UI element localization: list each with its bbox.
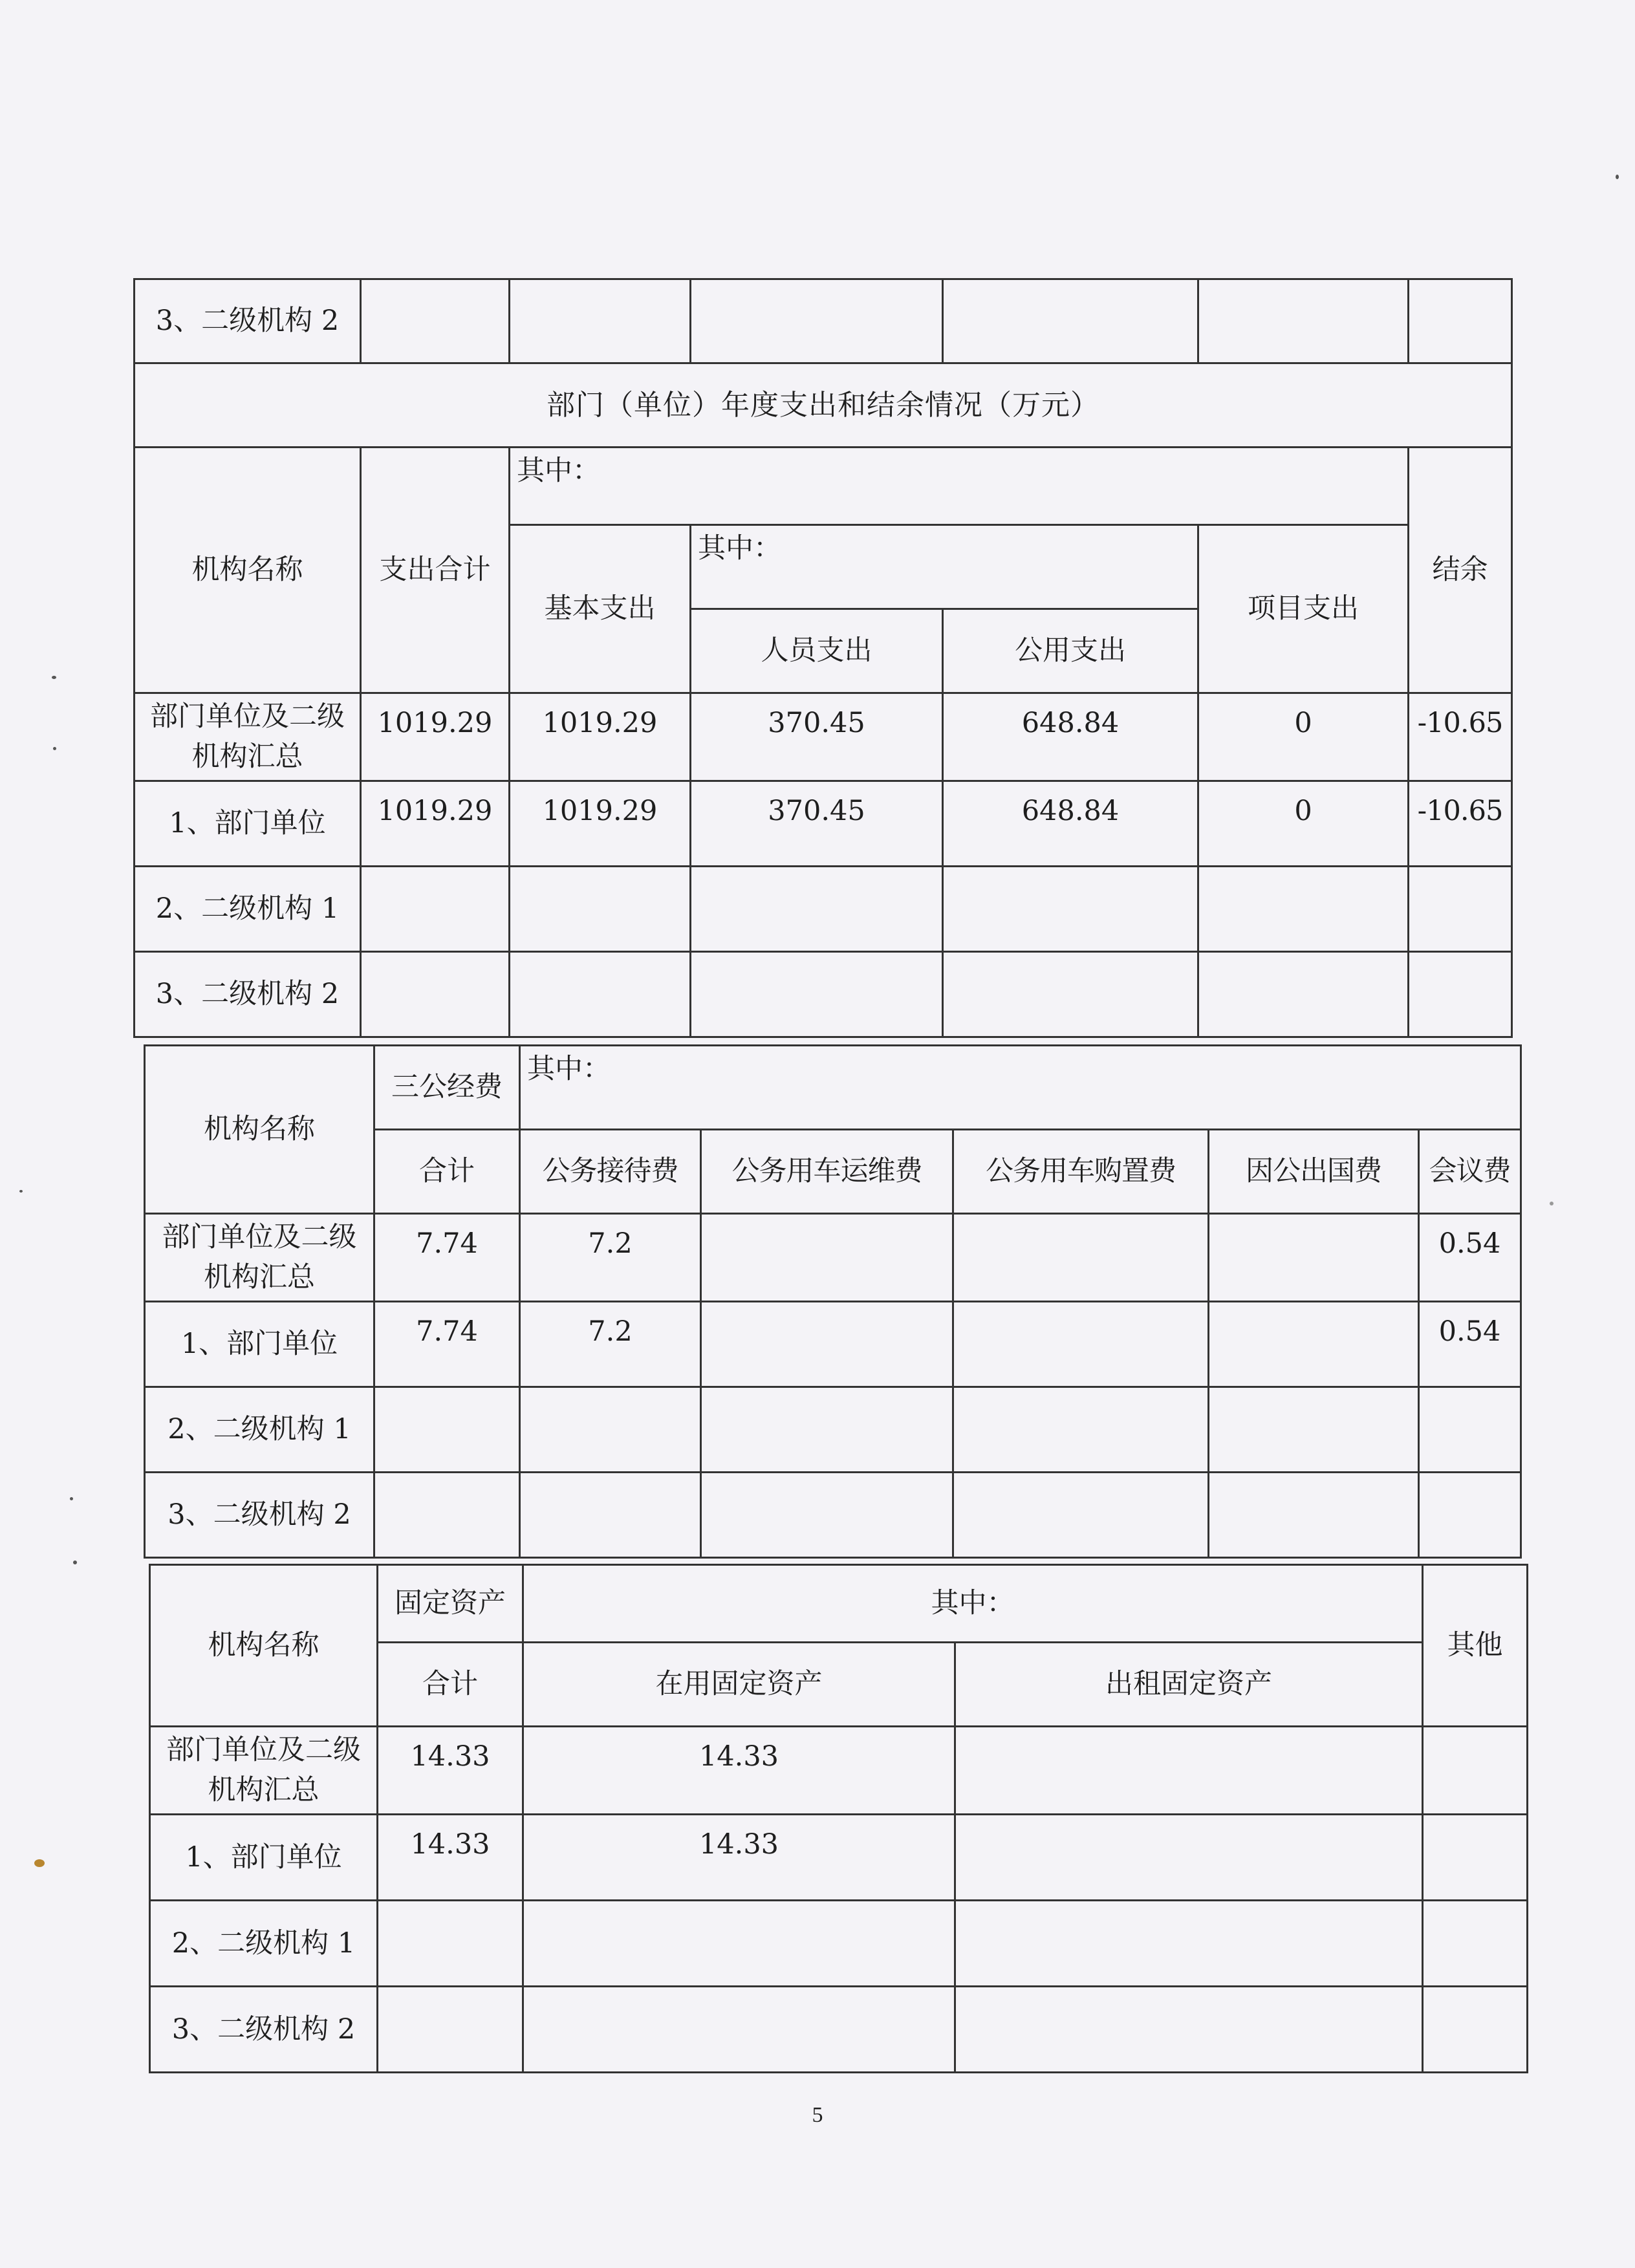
cell-project: 0 — [1198, 781, 1409, 866]
cell-project: 0 — [1198, 693, 1409, 781]
header-reception: 公务接待费 — [520, 1130, 701, 1214]
table-row — [135, 866, 1512, 951]
row-label: 1、部门单位 — [135, 781, 361, 866]
cell-total: 7.74 — [374, 1214, 520, 1302]
row-label: 1、部门单位 — [150, 1814, 378, 1900]
header-total: 支出合计 — [361, 448, 510, 693]
cell-basic: 1019.29 — [510, 781, 691, 866]
scan-speck — [70, 1497, 73, 1500]
row-label: 3、二级机构 2 — [135, 951, 361, 1037]
row-label: 部门单位及二级机构汇总 — [150, 1727, 378, 1815]
table-row — [150, 1814, 1528, 1900]
scan-speck — [73, 1561, 77, 1564]
table-row — [145, 1472, 1521, 1557]
table-row — [145, 1214, 1521, 1302]
row-label: 部门单位及二级机构汇总 — [145, 1214, 374, 1302]
table-row — [145, 1301, 1521, 1387]
table-row — [135, 279, 1512, 363]
header-in-use: 在用固定资产 — [523, 1643, 955, 1727]
header-abroad: 因公出国费 — [1209, 1130, 1419, 1214]
row-label: 3、二级机构 2 — [145, 1472, 374, 1557]
header-project: 项目支出 — [1198, 525, 1409, 693]
header-public: 公用支出 — [943, 609, 1198, 693]
cell-reception: 7.2 — [520, 1301, 701, 1387]
table-title: 部门（单位）年度支出和结余情况（万元） — [135, 363, 1512, 448]
table-title-row — [135, 363, 1512, 448]
header-balance: 结余 — [1409, 448, 1512, 693]
cell-total: 1019.29 — [361, 781, 510, 866]
cell-meeting: 0.54 — [1419, 1214, 1521, 1302]
header-org-name: 机构名称 — [150, 1565, 378, 1727]
table-row — [135, 951, 1512, 1037]
scan-speck — [19, 1190, 23, 1193]
expenditure-balance-table — [133, 278, 1513, 1038]
table-row — [135, 693, 1512, 781]
header-of-which-2: 其中： — [691, 525, 1198, 609]
cell-balance: -10.65 — [1409, 693, 1512, 781]
scan-speck — [1550, 1202, 1554, 1205]
row-label: 2、二级机构 1 — [135, 866, 361, 951]
header-basic: 基本支出 — [510, 525, 691, 693]
cell-total: 14.33 — [378, 1727, 523, 1815]
row-label: 2、二级机构 1 — [145, 1387, 374, 1472]
cell-balance: -10.65 — [1409, 781, 1512, 866]
table-row — [150, 1900, 1528, 1986]
row-label: 1、部门单位 — [145, 1301, 374, 1387]
cell-reception: 7.2 — [520, 1214, 701, 1302]
cell-in-use: 14.33 — [523, 1727, 955, 1815]
row-label: 3、二级机构 2 — [135, 279, 361, 363]
header-org-name: 机构名称 — [145, 1046, 374, 1214]
header-total-line1: 固定资产 — [378, 1565, 523, 1643]
scan-speck — [1616, 175, 1619, 179]
header-total-line2: 合计 — [374, 1130, 520, 1214]
cell-personnel: 370.45 — [691, 781, 943, 866]
cell-basic: 1019.29 — [510, 693, 691, 781]
header-other: 其他 — [1423, 1565, 1528, 1727]
header-total-line2: 合计 — [378, 1643, 523, 1727]
cell-in-use: 14.33 — [523, 1814, 955, 1900]
cell-personnel: 370.45 — [691, 693, 943, 781]
table-row — [150, 1986, 1528, 2072]
page-number: 5 — [812, 2103, 823, 2127]
header-total-line1: 三公经费 — [374, 1046, 520, 1130]
cell-public: 648.84 — [943, 781, 1198, 866]
scan-speck — [52, 676, 56, 679]
table-row — [145, 1387, 1521, 1472]
scan-speck — [53, 747, 56, 750]
header-of-which: 其中： — [520, 1046, 1521, 1130]
header-meeting: 会议费 — [1419, 1130, 1521, 1214]
row-label: 部门单位及二级机构汇总 — [135, 693, 361, 781]
table-row — [135, 781, 1512, 866]
three-public-expenses-table — [144, 1044, 1522, 1559]
cell-total: 1019.29 — [361, 693, 510, 781]
scan-speck — [34, 1859, 45, 1867]
header-car-purchase: 公务用车购置费 — [953, 1130, 1209, 1214]
table-row — [150, 1727, 1528, 1815]
cell-total: 7.74 — [374, 1301, 520, 1387]
header-of-which: 其中： — [510, 448, 1409, 525]
row-label: 3、二级机构 2 — [150, 1986, 378, 2072]
header-personnel: 人员支出 — [691, 609, 943, 693]
header-of-which: 其中： — [523, 1565, 1423, 1643]
cell-public: 648.84 — [943, 693, 1198, 781]
header-org-name: 机构名称 — [135, 448, 361, 693]
header-car-ops: 公务用车运维费 — [701, 1130, 953, 1214]
header-rented: 出租固定资产 — [955, 1643, 1423, 1727]
row-label: 2、二级机构 1 — [150, 1900, 378, 1986]
cell-meeting: 0.54 — [1419, 1301, 1521, 1387]
fixed-assets-table — [149, 1564, 1528, 2073]
cell-total: 14.33 — [378, 1814, 523, 1900]
